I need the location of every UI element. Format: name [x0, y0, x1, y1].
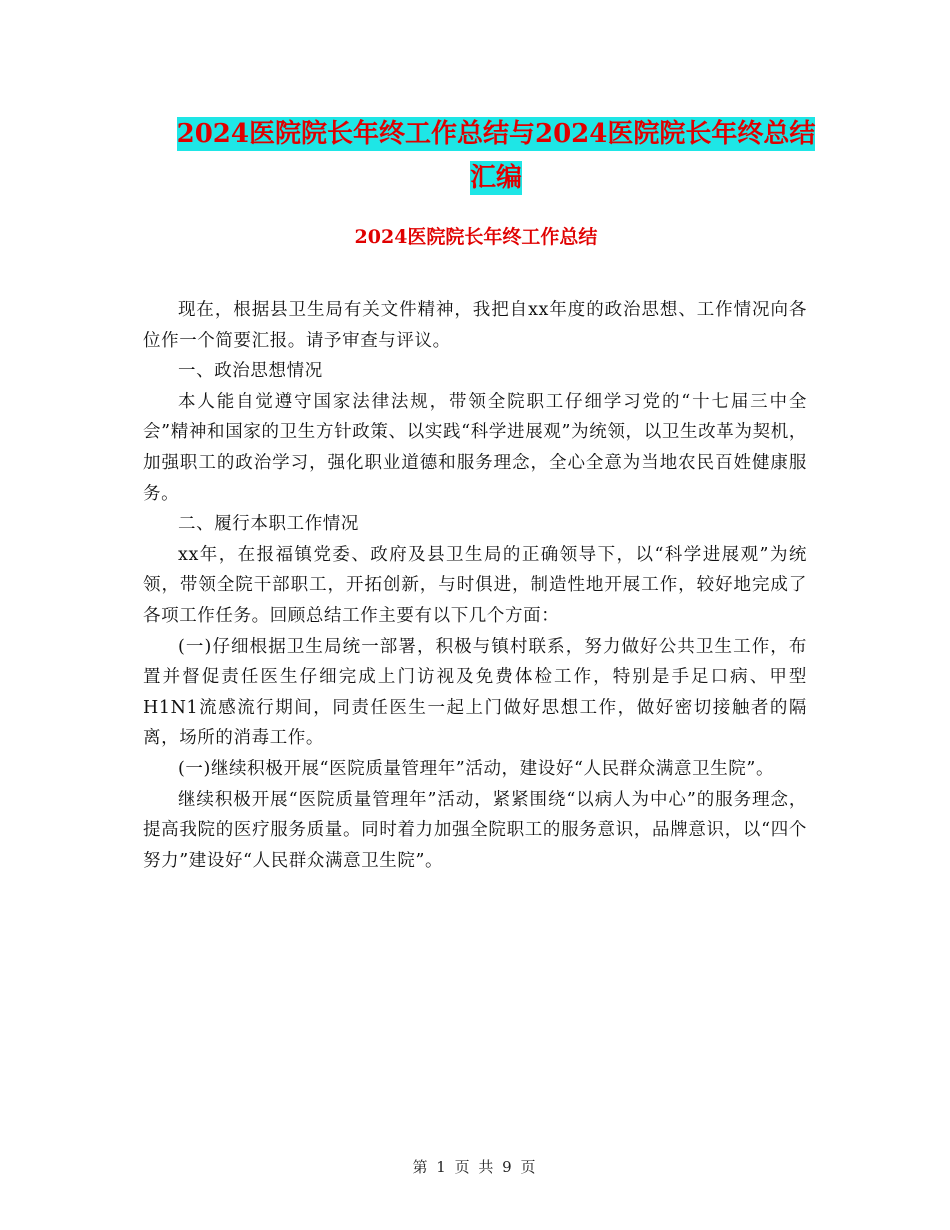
section-title: 2024医院院长年终工作总结 [354, 226, 598, 248]
heading-political: 一、政治思想情况 [178, 361, 323, 382]
paragraph-political: 本人能自觉遵守国家法律法规，带领全院职工仔细学习党的“十七届三中全会”精神和国家的卫生方针政策、以实践“科学进展观”为统领，以卫生改革为契机，加强职工的政治学习，强化职业道德和服务理念，全心全意为当地农民百姓健康服务。 [143, 391, 807, 504]
paragraph-duties: xx年，在报福镇党委、政府及县卫生局的正确领导下，以“科学进展观”为统领，带领全院干部职工，开拓创新，与时俱进，制造性地开展工作，较好地完成了各项工作任务。回顾总结工作主要有以下几个方面： [143, 544, 807, 626]
paragraph-public-health: (一)仔细根据卫生局统一部署，积极与镇村联系，努力做好公共卫生工作，布置并督促责任医生仔细完成上门访视及免费体检工作，特别是手足口病、甲型H1N1流感流行期间，同责任医生一起上门做好思想工作，做好密切接触者的隔离，场所的消毒工作。 [143, 636, 807, 749]
paragraph-quality-service: 继续积极开展“医院质量管理年”活动，紧紧围绕“以病人为中心”的服务理念，提高我院的医疗服务质量。同时着力加强全院职工的服务意识，品牌意识，以“四个努力”建设好“人民群众满意卫生院”。 [143, 789, 807, 871]
heading-duties: 二、履行本职工作情况 [178, 514, 359, 535]
paragraph-quality-year: (一)继续积极开展“医院质量管理年”活动，建设好“人民群众满意卫生院”。 [178, 758, 775, 779]
title-line-2: 汇编 [469, 163, 522, 193]
document-title [140, 112, 852, 200]
paragraph-intro: 现在，根据县卫生局有关文件精神，我把自xx年度的政治思想、工作情况向各位作一个简要汇报。请予审查与评议。 [143, 300, 807, 351]
title-line-1: 2024医院院长年终工作总结与2024医院院长年终总结 [176, 119, 816, 149]
document-body [143, 295, 807, 876]
page-footer: 第 1 页 共 9 页 [412, 1158, 538, 1176]
